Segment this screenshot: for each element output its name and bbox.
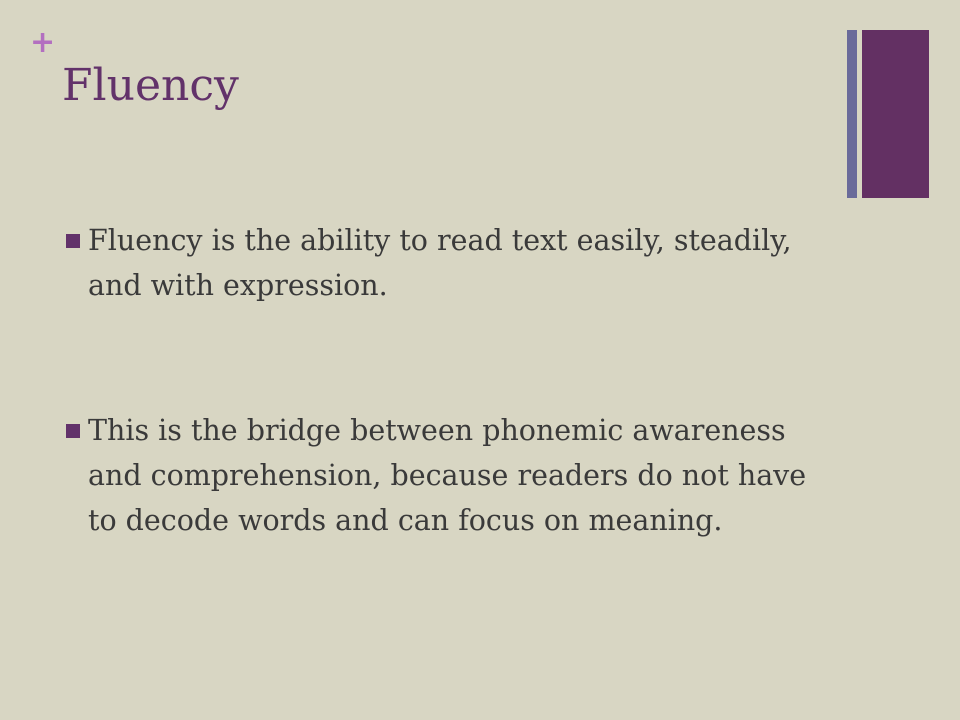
square-bullet-icon: [66, 234, 80, 248]
bullet-text: This is the bridge between phonemic awareness and comprehension, because readers do not have to decode words and can focus on meaning.: [88, 414, 807, 537]
decorative-bar-thin: [847, 30, 857, 198]
bullet-text: Fluency is the ability to read text easily, steadily, and with expression.: [88, 224, 792, 302]
plus-icon: +: [30, 25, 56, 60]
bullet-list: [62, 218, 822, 543]
slide-title: Fluency: [62, 60, 239, 111]
bullet-item: [62, 408, 822, 543]
square-bullet-icon: [66, 424, 80, 438]
decorative-bar-wide: [862, 30, 929, 198]
bullet-item: [62, 218, 822, 308]
